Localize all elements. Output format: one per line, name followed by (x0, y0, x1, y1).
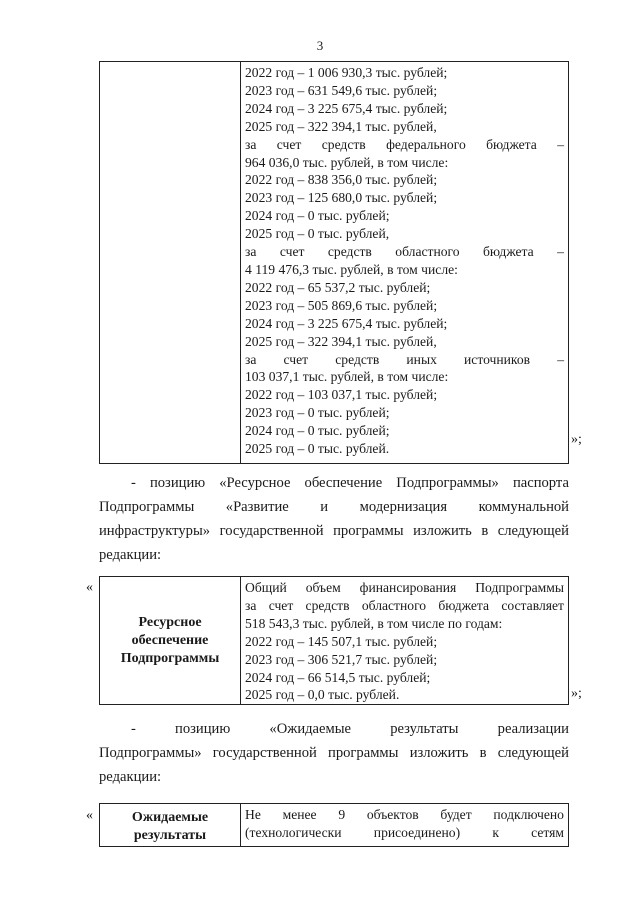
word: за (245, 351, 257, 367)
word: в (481, 523, 489, 539)
text-line: 2022 год – 65 537,2 тыс. рублей; (245, 279, 431, 295)
word: – (557, 351, 564, 367)
word: – (557, 136, 564, 152)
text-line: 2023 год – 505 869,6 тыс. рублей; (245, 297, 438, 313)
text-line: 103 037,1 тыс. рублей, в том числе: (245, 369, 449, 385)
text-line: 2025 год – 322 394,1 тыс. рублей, (245, 118, 437, 134)
word: государственной (219, 523, 324, 539)
opening-quote-3: « (86, 808, 93, 823)
word: в (479, 745, 487, 761)
word: и (320, 499, 329, 515)
word: Подпрограммы (99, 499, 195, 515)
closing-quote-2: »; (571, 686, 582, 701)
instruction-paragraph-1 (99, 471, 569, 567)
paragraph-line (99, 519, 569, 543)
resource-provision-header (100, 577, 241, 705)
expected-results-header (100, 804, 241, 847)
text-line (245, 824, 564, 842)
word: результаты (390, 721, 459, 737)
resource-provision-table (99, 576, 569, 705)
word: - (131, 721, 136, 737)
word: – (557, 244, 564, 260)
word: следующей (497, 745, 569, 761)
text-line: 2024 год – 66 514,5 тыс. рублей; (245, 669, 431, 685)
word: средств (327, 244, 372, 260)
text-line (245, 806, 564, 824)
word: за (245, 597, 257, 613)
paragraph-line (99, 471, 569, 495)
word: Подпрограммы» (99, 745, 202, 761)
word: средств (305, 597, 350, 613)
word: (технологически (245, 824, 342, 840)
word: коммунальной (478, 499, 569, 515)
word: средств (335, 351, 380, 367)
word: реализации (497, 721, 569, 737)
word: федерального (386, 136, 466, 152)
word: изложить (409, 745, 469, 761)
text-line: 2025 год – 0 тыс. рублей, (245, 226, 390, 242)
word: бюджета (438, 597, 490, 613)
word: обеспечение (304, 475, 383, 491)
word: следующей (497, 523, 569, 539)
word: за (245, 244, 257, 260)
closing-quote-1: »; (571, 432, 582, 447)
word: сетям (531, 824, 564, 840)
word: паспорта (512, 475, 569, 491)
table-left-cell-empty (100, 62, 241, 464)
word: объектов (366, 807, 419, 822)
paragraph-line: редакции: (99, 547, 162, 563)
text-line: 2023 год – 631 549,6 тыс. рублей; (245, 82, 438, 98)
resource-provision-details (241, 577, 569, 705)
word: счет (283, 351, 309, 367)
text-line: 2022 год – 838 356,0 тыс. рублей; (245, 172, 438, 188)
word: «Развитие (225, 499, 289, 515)
word: иных (406, 351, 437, 367)
text-line: 2023 год – 0 тыс. рублей; (245, 405, 390, 421)
text-line: 2024 год – 0 тыс. рублей; (245, 208, 390, 224)
paragraph-line: редакции: (99, 769, 162, 785)
word: бюджета (486, 136, 537, 152)
text-line: 2022 год – 145 507,1 тыс. рублей; (245, 633, 438, 649)
paragraph-line (99, 741, 569, 765)
word: «Ожидаемые (269, 721, 352, 737)
text-line (245, 351, 564, 369)
word: счет (268, 597, 294, 613)
text-line (245, 597, 564, 615)
text-line: 2022 год – 103 037,1 тыс. рублей; (245, 387, 438, 403)
word: подключено (493, 807, 564, 822)
text-line (245, 136, 564, 154)
header-line: результаты (133, 828, 207, 843)
text-line: 964 036,0 тыс. рублей, в том числе: (245, 154, 449, 170)
word: к (492, 824, 499, 840)
word: изложить (413, 523, 472, 539)
word: менее (282, 807, 317, 822)
page-number: 3 (316, 38, 324, 53)
word: государственной (212, 745, 317, 761)
word: присоединено) (373, 824, 461, 840)
text-line: 2025 год – 322 394,1 тыс. рублей, (245, 333, 437, 349)
word: Подпрограммы (475, 580, 564, 595)
word: 9 (338, 807, 346, 822)
word: программы (333, 523, 404, 539)
word: модернизация (359, 499, 448, 515)
paragraph-line (99, 495, 569, 519)
text-line: 2025 год – 0 тыс. рублей. (245, 441, 390, 457)
text-line: 518 543,3 тыс. рублей, в том числе по годам: (245, 615, 503, 631)
text-line: 2023 год – 306 521,7 тыс. рублей; (245, 651, 438, 667)
expected-results-table (99, 803, 569, 847)
header-line: Подпрограммы (120, 650, 220, 666)
instruction-paragraph-2 (99, 717, 569, 789)
word: Общий (245, 580, 287, 595)
header-line: Ожидаемые (131, 810, 209, 825)
header-line: обеспечение (131, 632, 209, 648)
word: Подпрограммы» (396, 475, 499, 491)
word: - (131, 475, 136, 491)
word: областного (361, 597, 427, 613)
word: Не (245, 807, 261, 822)
text-line: 4 119 476,3 тыс. рублей, в том числе: (245, 261, 458, 277)
word: источников (464, 351, 531, 367)
text-line: 2025 год – 0,0 тыс. рублей. (245, 687, 400, 703)
word: программы (328, 745, 399, 761)
word: счет (276, 136, 302, 152)
word: за (245, 136, 257, 152)
text-line: 2023 год – 125 680,0 тыс. рублей; (245, 190, 438, 206)
text-line: 2024 год – 3 225 675,4 тыс. рублей; (245, 315, 448, 331)
funding-table-continuation (99, 61, 569, 464)
word: бюджета (483, 244, 534, 260)
text-line (245, 579, 564, 597)
word: финансирования (359, 580, 457, 595)
word: областного (395, 244, 460, 260)
text-line: 2022 год – 1 006 930,3 тыс. рублей; (245, 65, 448, 80)
word: позицию (175, 721, 231, 737)
word: «Ресурсное (219, 475, 291, 491)
funding-details-cell (241, 62, 569, 464)
word: будет (440, 807, 472, 822)
word: позицию (149, 475, 206, 491)
opening-quote-2: « (86, 580, 93, 595)
word: инфраструктуры» (99, 523, 211, 539)
text-line (245, 243, 564, 261)
word: объем (305, 580, 341, 595)
text-line: 2024 год – 0 тыс. рублей; (245, 423, 390, 439)
word: счет (279, 244, 305, 260)
paragraph-line (99, 717, 569, 741)
header-line: Ресурсное (138, 614, 202, 630)
expected-results-details (241, 804, 569, 847)
word: средств (321, 136, 366, 152)
text-line: 2024 год – 3 225 675,4 тыс. рублей; (245, 100, 448, 116)
word: составляет (501, 597, 564, 613)
